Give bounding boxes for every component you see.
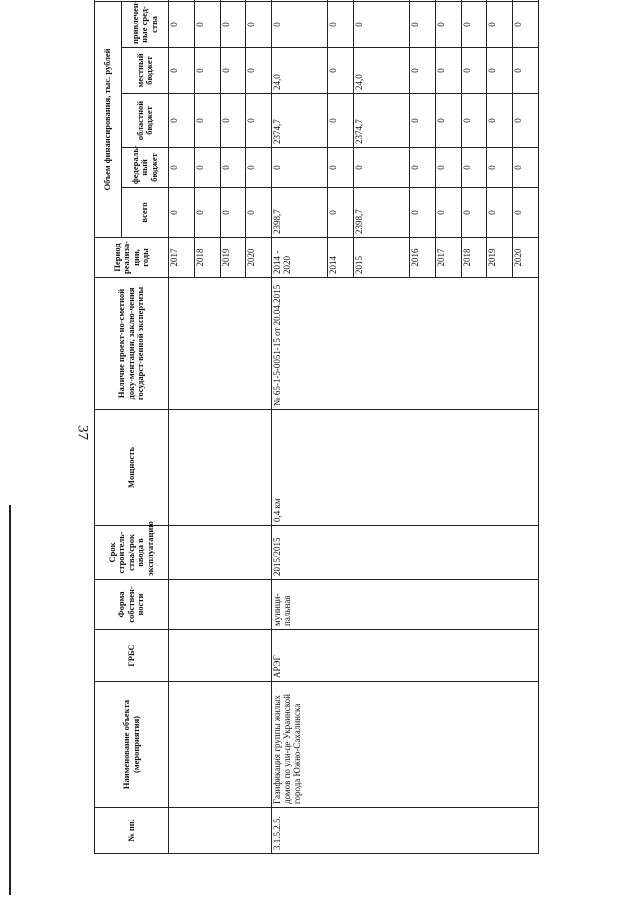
- result-cell: [246, 0, 272, 1]
- local-cell: 24,0: [272, 48, 328, 94]
- empty-cell: [169, 580, 272, 630]
- total-cell: 0: [194, 188, 220, 238]
- header-ownership: Форма собствен-ности: [95, 580, 169, 630]
- item-name: Газификация группы жилых домов по ули-це Украинской города Южно-Сахалинска: [272, 682, 539, 808]
- regional-cell: 0: [246, 94, 272, 148]
- page-number: 37: [74, 425, 91, 440]
- period-cell: 2015: [353, 238, 409, 278]
- federal-cell: 0: [328, 148, 354, 188]
- period-cell: 2016: [410, 238, 436, 278]
- rotated-table-area: [94, 0, 539, 854]
- federal-cell: 0: [353, 148, 409, 188]
- period-cell: 2014: [328, 238, 354, 278]
- result-cell: [169, 0, 195, 1]
- attracted-cell: 0: [272, 1, 328, 47]
- period-cell: 2019: [220, 238, 246, 278]
- header-row-1: [95, 0, 122, 854]
- attracted-cell: 0: [194, 1, 220, 47]
- empty-cell: [169, 410, 272, 526]
- federal-cell: 0: [435, 148, 461, 188]
- total-cell: 2398,7: [353, 188, 409, 238]
- total-cell: 0: [246, 188, 272, 238]
- header-name: Наименование объекта (мероприятия): [95, 682, 169, 808]
- regional-cell: 2374,7: [353, 94, 409, 148]
- header-federal: федераль-ный бюджет: [122, 148, 169, 188]
- header-local: местный бюджет: [122, 48, 169, 94]
- header-grbs: ГРБС: [95, 630, 169, 682]
- result-cell: [410, 0, 436, 1]
- item-expertise: № 65-1-5-0051-15 от 20.04.2015: [272, 278, 539, 410]
- local-cell: 0: [194, 48, 220, 94]
- empty-cell: [169, 682, 272, 808]
- local-cell: 0: [410, 48, 436, 94]
- regional-cell: 0: [410, 94, 436, 148]
- federal-cell: 0: [169, 148, 195, 188]
- result-cell: [272, 0, 328, 1]
- result-cell: [487, 0, 513, 1]
- federal-cell: 0: [461, 148, 487, 188]
- attracted-cell: 0: [461, 1, 487, 47]
- total-cell: 2398,7: [272, 188, 328, 238]
- federal-cell: 0: [487, 148, 513, 188]
- empty-cell: [169, 808, 272, 854]
- attracted-cell: 0: [353, 1, 409, 47]
- attracted-cell: 0: [410, 1, 436, 47]
- regional-cell: 0: [435, 94, 461, 148]
- empty-cell: [169, 278, 272, 410]
- result-cell: [353, 0, 409, 1]
- rotated-table-frame: [94, 0, 539, 854]
- total-cell: 0: [513, 188, 539, 238]
- result-cell: [328, 0, 354, 1]
- regional-cell: 0: [169, 94, 195, 148]
- local-cell: 0: [246, 48, 272, 94]
- period-cell: 2019: [487, 238, 513, 278]
- item-ownership: муници-пальная: [272, 580, 539, 630]
- attracted-cell: 0: [435, 1, 461, 47]
- federal-cell: 0: [272, 148, 328, 188]
- attracted-cell: 0: [246, 1, 272, 47]
- attracted-cell: 0: [513, 1, 539, 47]
- empty-cell: [169, 630, 272, 682]
- header-funding-group: Объем финансирования, тыс. рублей: [95, 1, 122, 237]
- period-cell: 2018: [194, 238, 220, 278]
- attracted-cell: 0: [328, 1, 354, 47]
- empty-cell: [169, 526, 272, 580]
- local-cell: 0: [169, 48, 195, 94]
- table-row: [272, 0, 328, 854]
- federal-cell: 0: [194, 148, 220, 188]
- federal-cell: 0: [410, 148, 436, 188]
- regional-cell: 2374,7: [272, 94, 328, 148]
- attracted-cell: 0: [487, 1, 513, 47]
- local-cell: 0: [461, 48, 487, 94]
- period-cell: 2017: [435, 238, 461, 278]
- result-cell: [513, 0, 539, 1]
- header-num: № пп.: [95, 808, 169, 854]
- federal-cell: 0: [220, 148, 246, 188]
- regional-cell: 0: [461, 94, 487, 148]
- period-cell: 2017: [169, 238, 195, 278]
- period-cell: 2018: [461, 238, 487, 278]
- regional-cell: 0: [513, 94, 539, 148]
- total-cell: 0: [169, 188, 195, 238]
- regional-cell: 0: [328, 94, 354, 148]
- total-cell: 0: [461, 188, 487, 238]
- period-cell: 2014 - 2020: [272, 238, 328, 278]
- total-cell: 0: [220, 188, 246, 238]
- period-cell: 2020: [246, 238, 272, 278]
- local-cell: 0: [435, 48, 461, 94]
- period-cell: 2020: [513, 238, 539, 278]
- total-cell: 0: [328, 188, 354, 238]
- result-cell: [194, 0, 220, 1]
- header-expertise: Наличие проект-но-сметной доку-ментации, заклю-чения государст-венной экспертизы: [95, 278, 169, 410]
- total-cell: 0: [487, 188, 513, 238]
- total-cell: 0: [435, 188, 461, 238]
- header-capacity: Мощность: [95, 410, 169, 526]
- header-regional: областной бюджет: [122, 94, 169, 148]
- header-period: Период реализа-ции, годы: [95, 238, 169, 278]
- total-cell: 0: [410, 188, 436, 238]
- result-cell: [435, 0, 461, 1]
- local-cell: 24,0: [353, 48, 409, 94]
- federal-cell: 0: [246, 148, 272, 188]
- item-number: 3.1.5.2.5.: [272, 808, 539, 854]
- header-attracted: привлечен-ные сред-ства: [122, 1, 169, 47]
- result-cell: [461, 0, 487, 1]
- table-row: [169, 0, 195, 854]
- regional-cell: 0: [220, 94, 246, 148]
- regional-cell: 0: [194, 94, 220, 148]
- header-construction: Срок строитель-ства/срок ввода в эксплуатацию: [95, 526, 169, 580]
- local-cell: 0: [328, 48, 354, 94]
- attracted-cell: 0: [169, 1, 195, 47]
- result-cell: [220, 0, 246, 1]
- attracted-cell: 0: [220, 1, 246, 47]
- federal-cell: 0: [513, 148, 539, 188]
- scan-edge-line: [9, 505, 11, 895]
- item-grbs: АРЭГ: [272, 630, 539, 682]
- item-capacity: 0,4 км: [272, 410, 539, 526]
- local-cell: 0: [487, 48, 513, 94]
- local-cell: 0: [220, 48, 246, 94]
- item-construction: 2015/2015: [272, 526, 539, 580]
- header-total: всего: [122, 188, 169, 238]
- funding-table: [94, 0, 539, 854]
- regional-cell: 0: [487, 94, 513, 148]
- local-cell: 0: [513, 48, 539, 94]
